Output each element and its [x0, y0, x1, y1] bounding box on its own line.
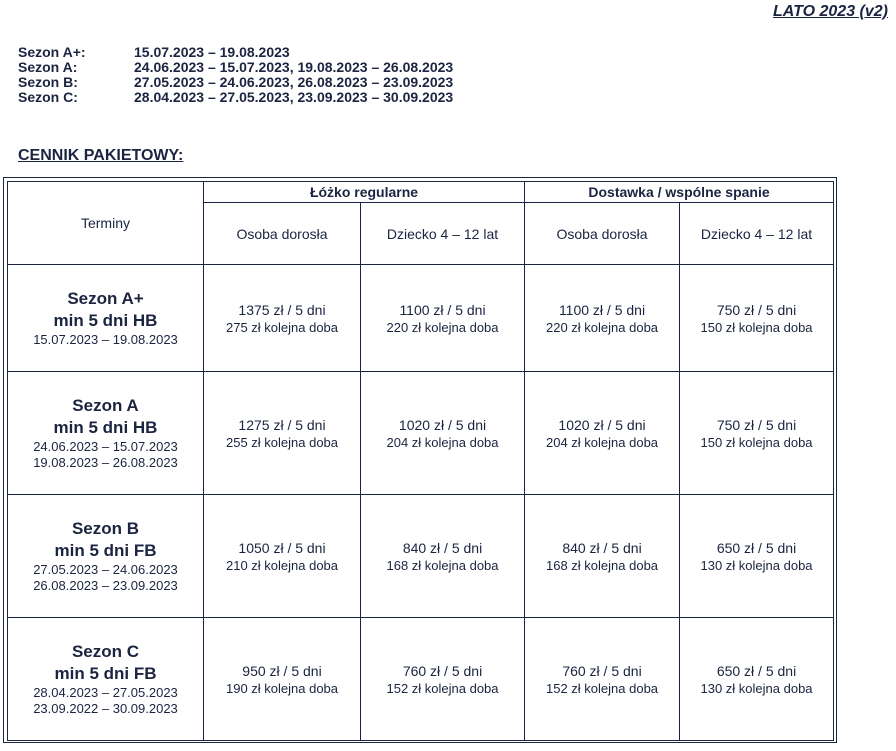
price-cell: [525, 372, 680, 495]
document-title: LATO 2023 (v2): [772, 3, 888, 20]
price-cell: [204, 495, 361, 618]
season-dates: 15.07.2023 – 19.08.2023: [134, 44, 290, 60]
price-cell: [525, 618, 680, 741]
price-package: 760 zł / 5 dni: [402, 662, 483, 679]
season-dates: 27.05.2023 – 24.06.2023, 26.08.2023 – 23.09.2023: [134, 74, 454, 90]
season-dates: 24.06.2023 – 15.07.2023, 19.08.2023 – 26.08.2023: [134, 59, 454, 75]
table-row: [8, 265, 834, 372]
price-cell: [361, 618, 525, 741]
season-name: Sezon A+:: [18, 44, 86, 60]
price-extra-night: 130 zł kolejna doba: [700, 557, 813, 573]
price-extra-night: 204 zł kolejna doba: [386, 434, 499, 450]
price-package: 1020 zł / 5 dni: [558, 416, 646, 433]
season-min-stay: min 5 dni HB: [53, 418, 158, 437]
table-row: [8, 495, 834, 618]
price-package: 1375 zł / 5 dni: [238, 301, 326, 318]
price-package: 950 zł / 5 dni: [242, 662, 322, 679]
season-range: 28.04.2023 – 27.05.2023: [33, 685, 178, 700]
season-min-stay: min 5 dni FB: [54, 541, 157, 560]
table-row: [8, 618, 834, 741]
price-package: 650 zł / 5 dni: [716, 539, 797, 556]
price-extra-night: 152 zł kolejna doba: [386, 680, 499, 696]
price-cell: [680, 265, 834, 372]
price-package: 840 zł / 5 dni: [402, 539, 483, 556]
season-min-stay: min 5 dni FB: [54, 664, 157, 683]
price-cell: [204, 372, 361, 495]
group-header-regular-bed: Łóżko regularne: [204, 182, 525, 203]
price-extra-night: 130 zł kolejna doba: [700, 680, 813, 696]
terminy-header: Terminy: [8, 182, 204, 265]
price-extra-night: 220 zł kolejna doba: [546, 319, 659, 335]
price-extra-night: 255 zł kolejna doba: [225, 434, 339, 450]
season-range: 24.06.2023 – 15.07.2023: [33, 439, 178, 454]
season-title: Sezon C: [71, 642, 140, 661]
price-cell: [204, 618, 361, 741]
price-package: 750 zł / 5 dni: [716, 301, 797, 318]
season-range: 15.07.2023 – 19.08.2023: [33, 332, 178, 347]
price-extra-night: 210 zł kolejna doba: [225, 557, 339, 573]
table-header-row: [8, 182, 834, 203]
season-title: Sezon A+: [67, 289, 144, 308]
price-package: 1275 zł / 5 dni: [238, 416, 326, 433]
price-table: [7, 181, 834, 741]
season-cell: [8, 495, 204, 618]
subheader-child: Dziecko 4 – 12 lat: [680, 203, 834, 265]
price-cell: [525, 265, 680, 372]
price-extra-night: 168 zł kolejna doba: [386, 557, 499, 573]
season-line: [18, 75, 453, 90]
price-package: 760 zł / 5 dni: [562, 662, 642, 679]
subheader-adult: Osoba dorosła: [204, 203, 361, 265]
season-title: Sezon B: [71, 519, 140, 538]
price-package: 1020 zł / 5 dni: [398, 416, 487, 433]
price-package: 650 zł / 5 dni: [716, 662, 797, 679]
price-extra-night: 220 zł kolejna doba: [386, 319, 499, 335]
price-extra-night: 204 zł kolejna doba: [546, 434, 659, 450]
price-cell: [361, 372, 525, 495]
season-cell: [8, 265, 204, 372]
season-name: Sezon A:: [18, 59, 78, 75]
price-package: 750 zł / 5 dni: [716, 416, 797, 433]
subheader-adult: Osoba dorosła: [525, 203, 680, 265]
price-package: 840 zł / 5 dni: [562, 539, 642, 556]
season-cell: [8, 618, 204, 741]
price-package: 1050 zł / 5 dni: [238, 539, 326, 556]
price-cell: [680, 495, 834, 618]
table-row: [8, 372, 834, 495]
season-min-stay: min 5 dni HB: [53, 311, 158, 330]
price-package: 1100 zł / 5 dni: [399, 301, 486, 318]
price-cell: [525, 495, 680, 618]
price-extra-night: 152 zł kolejna doba: [546, 680, 659, 696]
season-range: 19.08.2023 – 26.08.2023: [33, 455, 178, 470]
season-name: Sezon C:: [18, 89, 78, 105]
price-extra-night: 168 zł kolejna doba: [546, 557, 659, 573]
group-header-extra-bed: Dostawka / wspólne spanie: [525, 182, 834, 203]
season-line: [18, 45, 453, 60]
season-title: Sezon A: [72, 396, 139, 415]
season-list: [18, 45, 453, 105]
section-title: CENNIK PAKIETOWY:: [18, 147, 184, 164]
season-line: [18, 90, 453, 105]
season-range: 26.08.2023 – 23.09.2023: [33, 578, 178, 593]
subheader-child: Dziecko 4 – 12 lat: [361, 203, 525, 265]
price-package: 1100 zł / 5 dni: [558, 301, 646, 318]
price-cell: [361, 265, 525, 372]
season-dates: 28.04.2023 – 27.05.2023, 23.09.2023 – 30.09.2023: [134, 89, 454, 105]
price-extra-night: 275 zł kolejna doba: [225, 319, 339, 335]
price-extra-night: 150 zł kolejna doba: [700, 319, 813, 335]
season-line: [18, 60, 453, 75]
price-extra-night: 190 zł kolejna doba: [225, 680, 339, 696]
price-cell: [680, 372, 834, 495]
price-extra-night: 150 zł kolejna doba: [700, 434, 813, 450]
season-range: 27.05.2023 – 24.06.2023: [33, 562, 178, 577]
season-cell: [8, 372, 204, 495]
price-cell: [680, 618, 834, 741]
price-cell: [204, 265, 361, 372]
season-name: Sezon B:: [18, 74, 78, 90]
season-range: 23.09.2022 – 30.09.2023: [33, 701, 178, 716]
price-cell: [361, 495, 525, 618]
